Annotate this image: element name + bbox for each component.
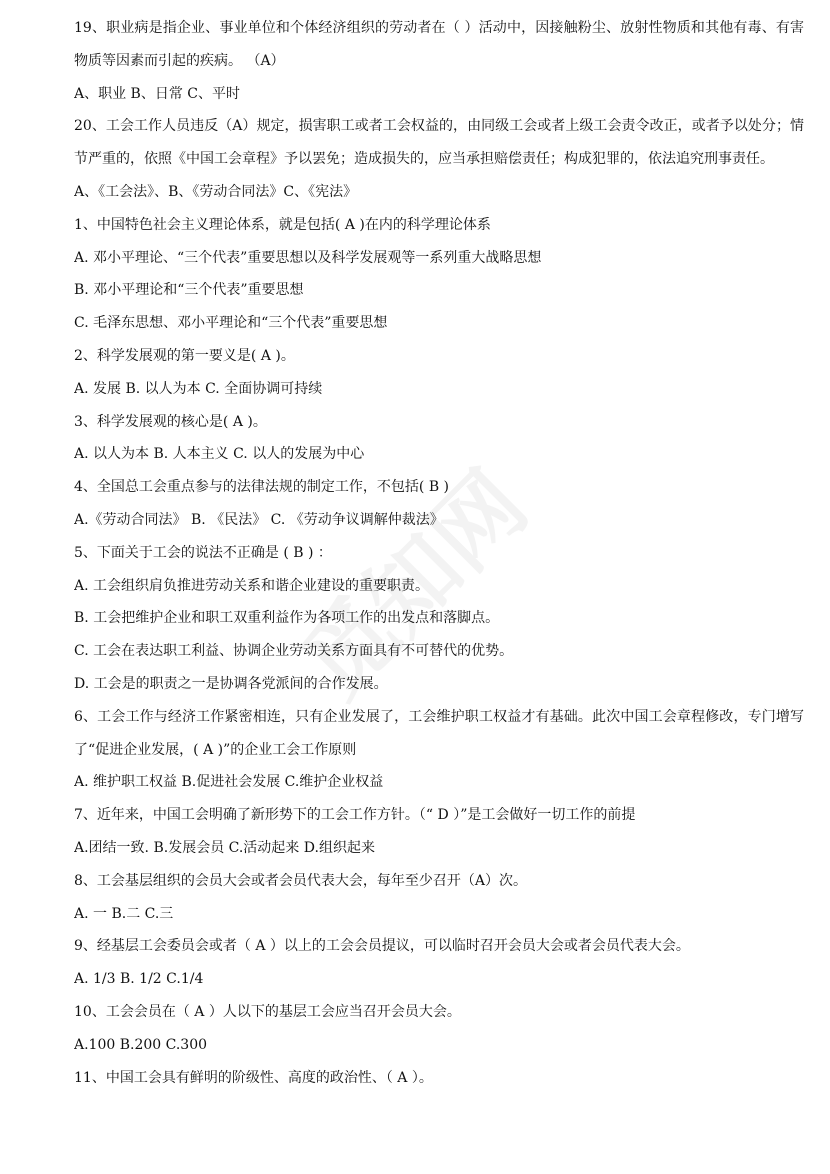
text-line: A. 维护职工权益 B.促进社会发展 C.维护企业权益: [74, 774, 384, 791]
text-line: A.《劳动合同法》 B. 《民法》 C. 《劳动争议调解仲裁法》: [74, 511, 444, 528]
text-line: 8、工会基层组织的会员大会或者会员代表大会，每年至少召开（A）次。: [74, 872, 528, 889]
text-line: 4、全国总工会重点参与的法律法规的制定工作，不包括( B ): [74, 479, 450, 496]
text-line: C. 毛泽东思想、邓小平理论和“三个代表”重要思想: [74, 315, 388, 332]
text-line: A. 工会组织肩负推进劳动关系和谐企业建设的重要职责。: [74, 577, 430, 594]
text-line: A. 以人为本 B. 人本主义 C. 以人的发展为中心: [74, 446, 365, 463]
text-line: 11、中国工会具有鲜明的阶级性、高度的政治性、（ A ）。: [74, 1069, 433, 1086]
text-line: 2、科学发展观的第一要义是( A )。: [74, 347, 295, 364]
text-line: A. 一 B.二 C.三: [74, 905, 174, 922]
text-line: 1、中国特色社会主义理论体系，就是包括( A )在内的科学理论体系: [74, 216, 491, 233]
text-line: A. 发展 B. 以人为本 C. 全面协调可持续: [74, 380, 323, 397]
text-line: A、《工会法》、B、《劳动合同法》C、《宪法》: [74, 183, 358, 200]
paragraph: 19、职业病是指企业、事业单位和个体经济组织的劳动者在（ ）活动中，因接触粉尘、放射性物质和其他有毒、有害物质等因素而引起的疾病。 （A）: [74, 20, 804, 69]
text-line: 9、经基层工会委员会或者（ A ）以上的工会会员提议，可以临时召开会员大会或者会员代表大会。: [74, 938, 690, 955]
text-line: 3、科学发展观的核心是( A )。: [74, 413, 267, 430]
text-line: A. 邓小平理论、“三个代表”重要思想以及科学发展观等一系列重大战略思想: [74, 249, 542, 266]
text-line: A.100 B.200 C.300: [74, 1036, 208, 1053]
text-line: A.团结一致. B.发展会员 C.活动起来 D.组织起来: [74, 839, 375, 856]
text-line: 7、近年来，中国工会明确了新形势下的工会工作方针。（“ D ）”是工会做好一切工作的前提: [74, 807, 636, 824]
text-line: D. 工会是的职责之一是协调各党派间的合作发展。: [74, 675, 388, 692]
paragraph: 20、工会工作人员违反（A）规定，损害职工或者工会权益的，由同级工会或者上级工会责令改正，或者予以处分；情节严重的，依照《中国工会章程》予以罢免；造成损失的，应当承担赔偿责任；构成犯罪的，依法追究刑事责任。: [74, 118, 804, 168]
text-line: B. 邓小平理论和“三个代表”重要思想: [74, 282, 304, 299]
text-line: 5、下面关于工会的说法不正确是 ( B ) ：: [74, 544, 332, 561]
text-line: A. 1/3 B. 1/2 C.1/4: [74, 971, 204, 988]
text-line: 10、工会会员在（ A ）人以下的基层工会应当召开会员大会。: [74, 1003, 461, 1020]
text-line: C. 工会在表达职工利益、协调企业劳动关系方面具有不可替代的优势。: [74, 643, 514, 660]
paragraph: 6、工会工作与经济工作紧密相连，只有企业发展了，工会维护职工权益才有基础。此次中国工会章程修改，专门增写了“促进企业发展，( A )”的企业工会工作原则: [74, 708, 804, 758]
document-body: [74, 12, 804, 1094]
text-line: B. 工会把维护企业和职工双重利益作为各项工作的出发点和落脚点。: [74, 610, 500, 627]
text-line: A、职业 B、日常 C、平时: [74, 85, 241, 102]
